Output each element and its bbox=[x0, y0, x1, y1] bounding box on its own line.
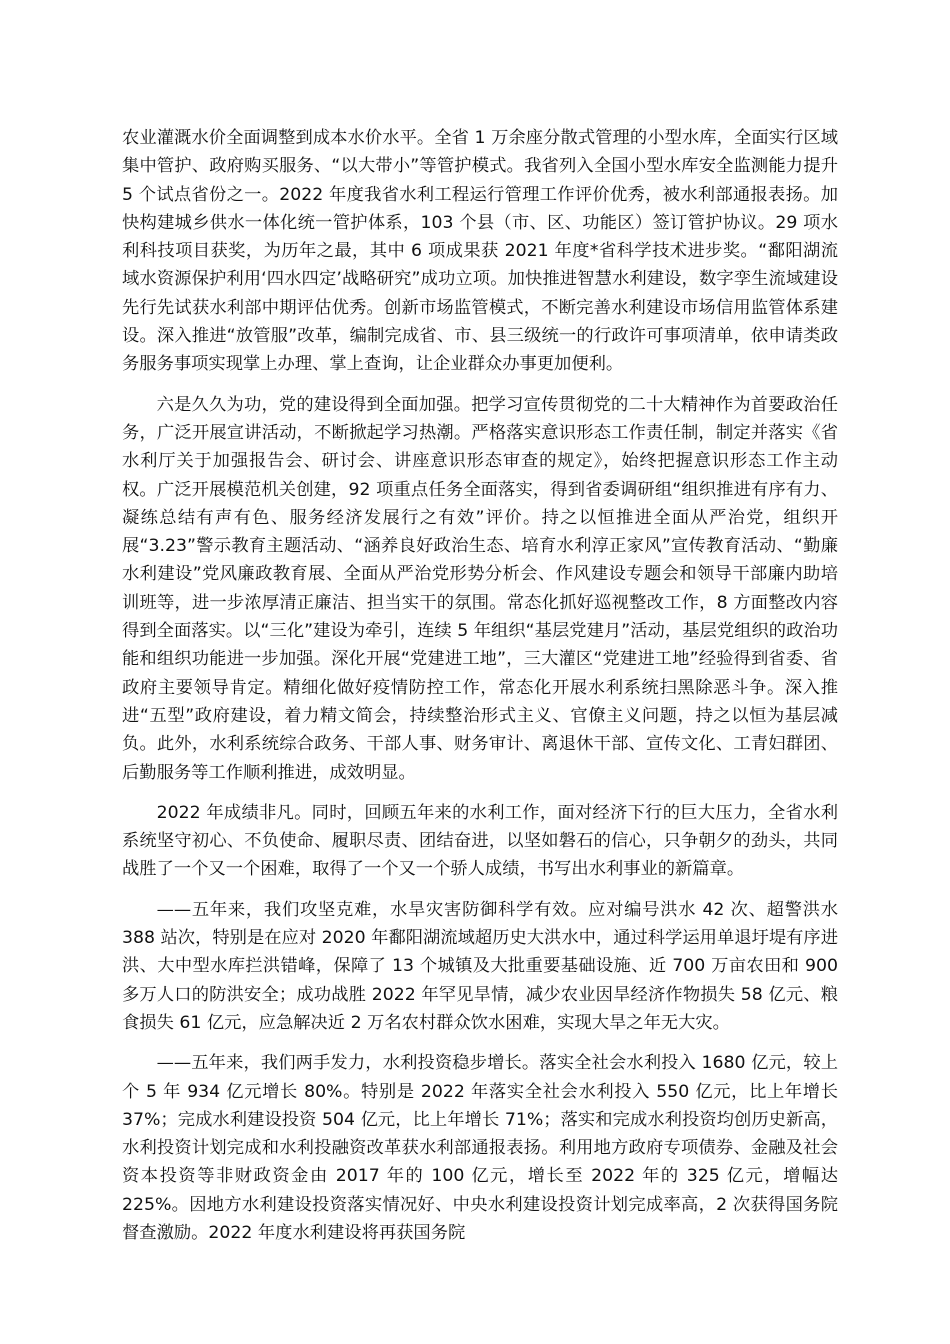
paragraph-2: 六是久久为功，党的建设得到全面加强。把学习宣传贯彻党的二十大精神作为首要政治任务，广泛开展宣讲活动，不断掀起学习热潮。严格落实意识形态工作责任制，制定并落实《省水利厅关于加强报告会、研讨会、讲座意识形态审查的规定》，始终把握意识形态工作主动权。广泛开展模范机关创建，92 项重点任务全面落实，得到省委调研组“组织推进有序有力、凝练总结有声有色、服务经济发展行之有效”评价。持之以恒推进全面从严治党，组织开展“3.23”警示教育主题活动、“涵养良好政治生态、培育水利淳正家风”宣传教育活动、“勤廉水利建设”党风廉政教育展、全面从严治党形势分析会、作风建设专题会和领导干部廉内助培训班等，进一步浓厚清正廉洁、担当实干的氛围。常态化抓好巡视整改工作，8 方面整改内容得到全面落实。以“三化”建设为牵引，连续 5 年组织“基层党建月”活动，基层党组织的政治功能和组织功能进一步加强。深化开展“党建进工地”，三大灌区“党建进工地”经验得到省委、省政府主要领导肯定。精细化做好疫情防控工作，常态化开展水利系统扫黑除恶斗争。深入推进“五型”政府建设，着力精文简会，持续整治形式主义、官僚主义问题，持之以恒为基层减负。此外，水利系统综合政务、干部人事、财务审计、离退休干部、宣传文化、工青妇群团、后勤服务等工作顺利推进，成效明显。 bbox=[122, 394, 838, 783]
paragraph-5: ——五年来，我们两手发力，水利投资稳步增长。落实全社会水利投入 1680 亿元，较上个 5 年 934 亿元增长 80%。特别是 2022 年落实全社会水利投入 550 亿元，比上年增长 37%；完成水利建设投资 504 亿元，比上年增长 71%；落实和完成水利投资均创历史新高，水利投资计划完成和水利投融资改革获水利部通报表扬。利用地方政府专项债券、金融及社会资本投资等非财政资金由 2017 年的 100 亿元，增长至 2022 年的 325 亿元，增幅达 225%。因地方水利建设投资落实情况好、中央水利建设投资计划完成率高，2 次获得国务院督查激励。2022 年度水利建设将再获国务院 bbox=[122, 1053, 838, 1243]
paragraph-4: ——五年来，我们攻坚克难，水旱灾害防御科学有效。应对编号洪水 42 次、超警洪水 388 站次，特别是在应对 2020 年鄱阳湖流域超历史大洪水中，通过科学运用单退圩堤有序进洪、大中型水库拦洪错峰，保障了 13 个城镇及大批重要基础设施、近 700 万亩农田和 900 多万人口的防洪安全；成功战胜 2022 年罕见旱情，减少农业因旱经济作物损失 58 亿元、粮食损失 61 亿元，应急解决近 2 万名农村群众饮水困难，实现大旱之年无大灾。 bbox=[122, 899, 838, 1033]
paragraph-1: 农业灌溉水价全面调整到成本水价水平。全省 1 万余座分散式管理的小型水库，全面实行区域集中管护、政府购买服务、“以大带小”等管护模式。我省列入全国小型水库安全监测能力提升 5 个试点省份之一。2022 年度我省水利工程运行管理工作评价优秀，被水利部通报表扬。加快构建城乡供水一体化统一管护体系，103 个县（市、区、功能区）签订管护协议。29 项水利科技项目获奖，为历年之最，其中 6 项成果获 2021 年度*省科学技术进步奖。“鄱阳湖流域水资源保护利用‘四水四定’战略研究”成功立项。加快推进智慧水利建设，数字孪生流域建设先行先试获水利部中期评估优秀。创新市场监管模式，不断完善水利建设市场信用监管体系建设。深入推进“放管服”改革，编制完成省、市、县三级统一的行政许可事项清单，依申请类政务服务事项实现掌上办理、掌上查询，让企业群众办事更加便利。 bbox=[122, 128, 838, 375]
paragraph-3: 2022 年成绩非凡。同时，回顾五年来的水利工作，面对经济下行的巨大压力，全省水利系统坚守初心、不负使命、履职尽责、团结奋进，以坚如磐石的信心，只争朝夕的劲头，共同战胜了一个又一个困难，取得了一个又一个骄人成绩，书写出水利事业的新篇章。 bbox=[122, 802, 838, 880]
document-body bbox=[122, 124, 838, 1259]
